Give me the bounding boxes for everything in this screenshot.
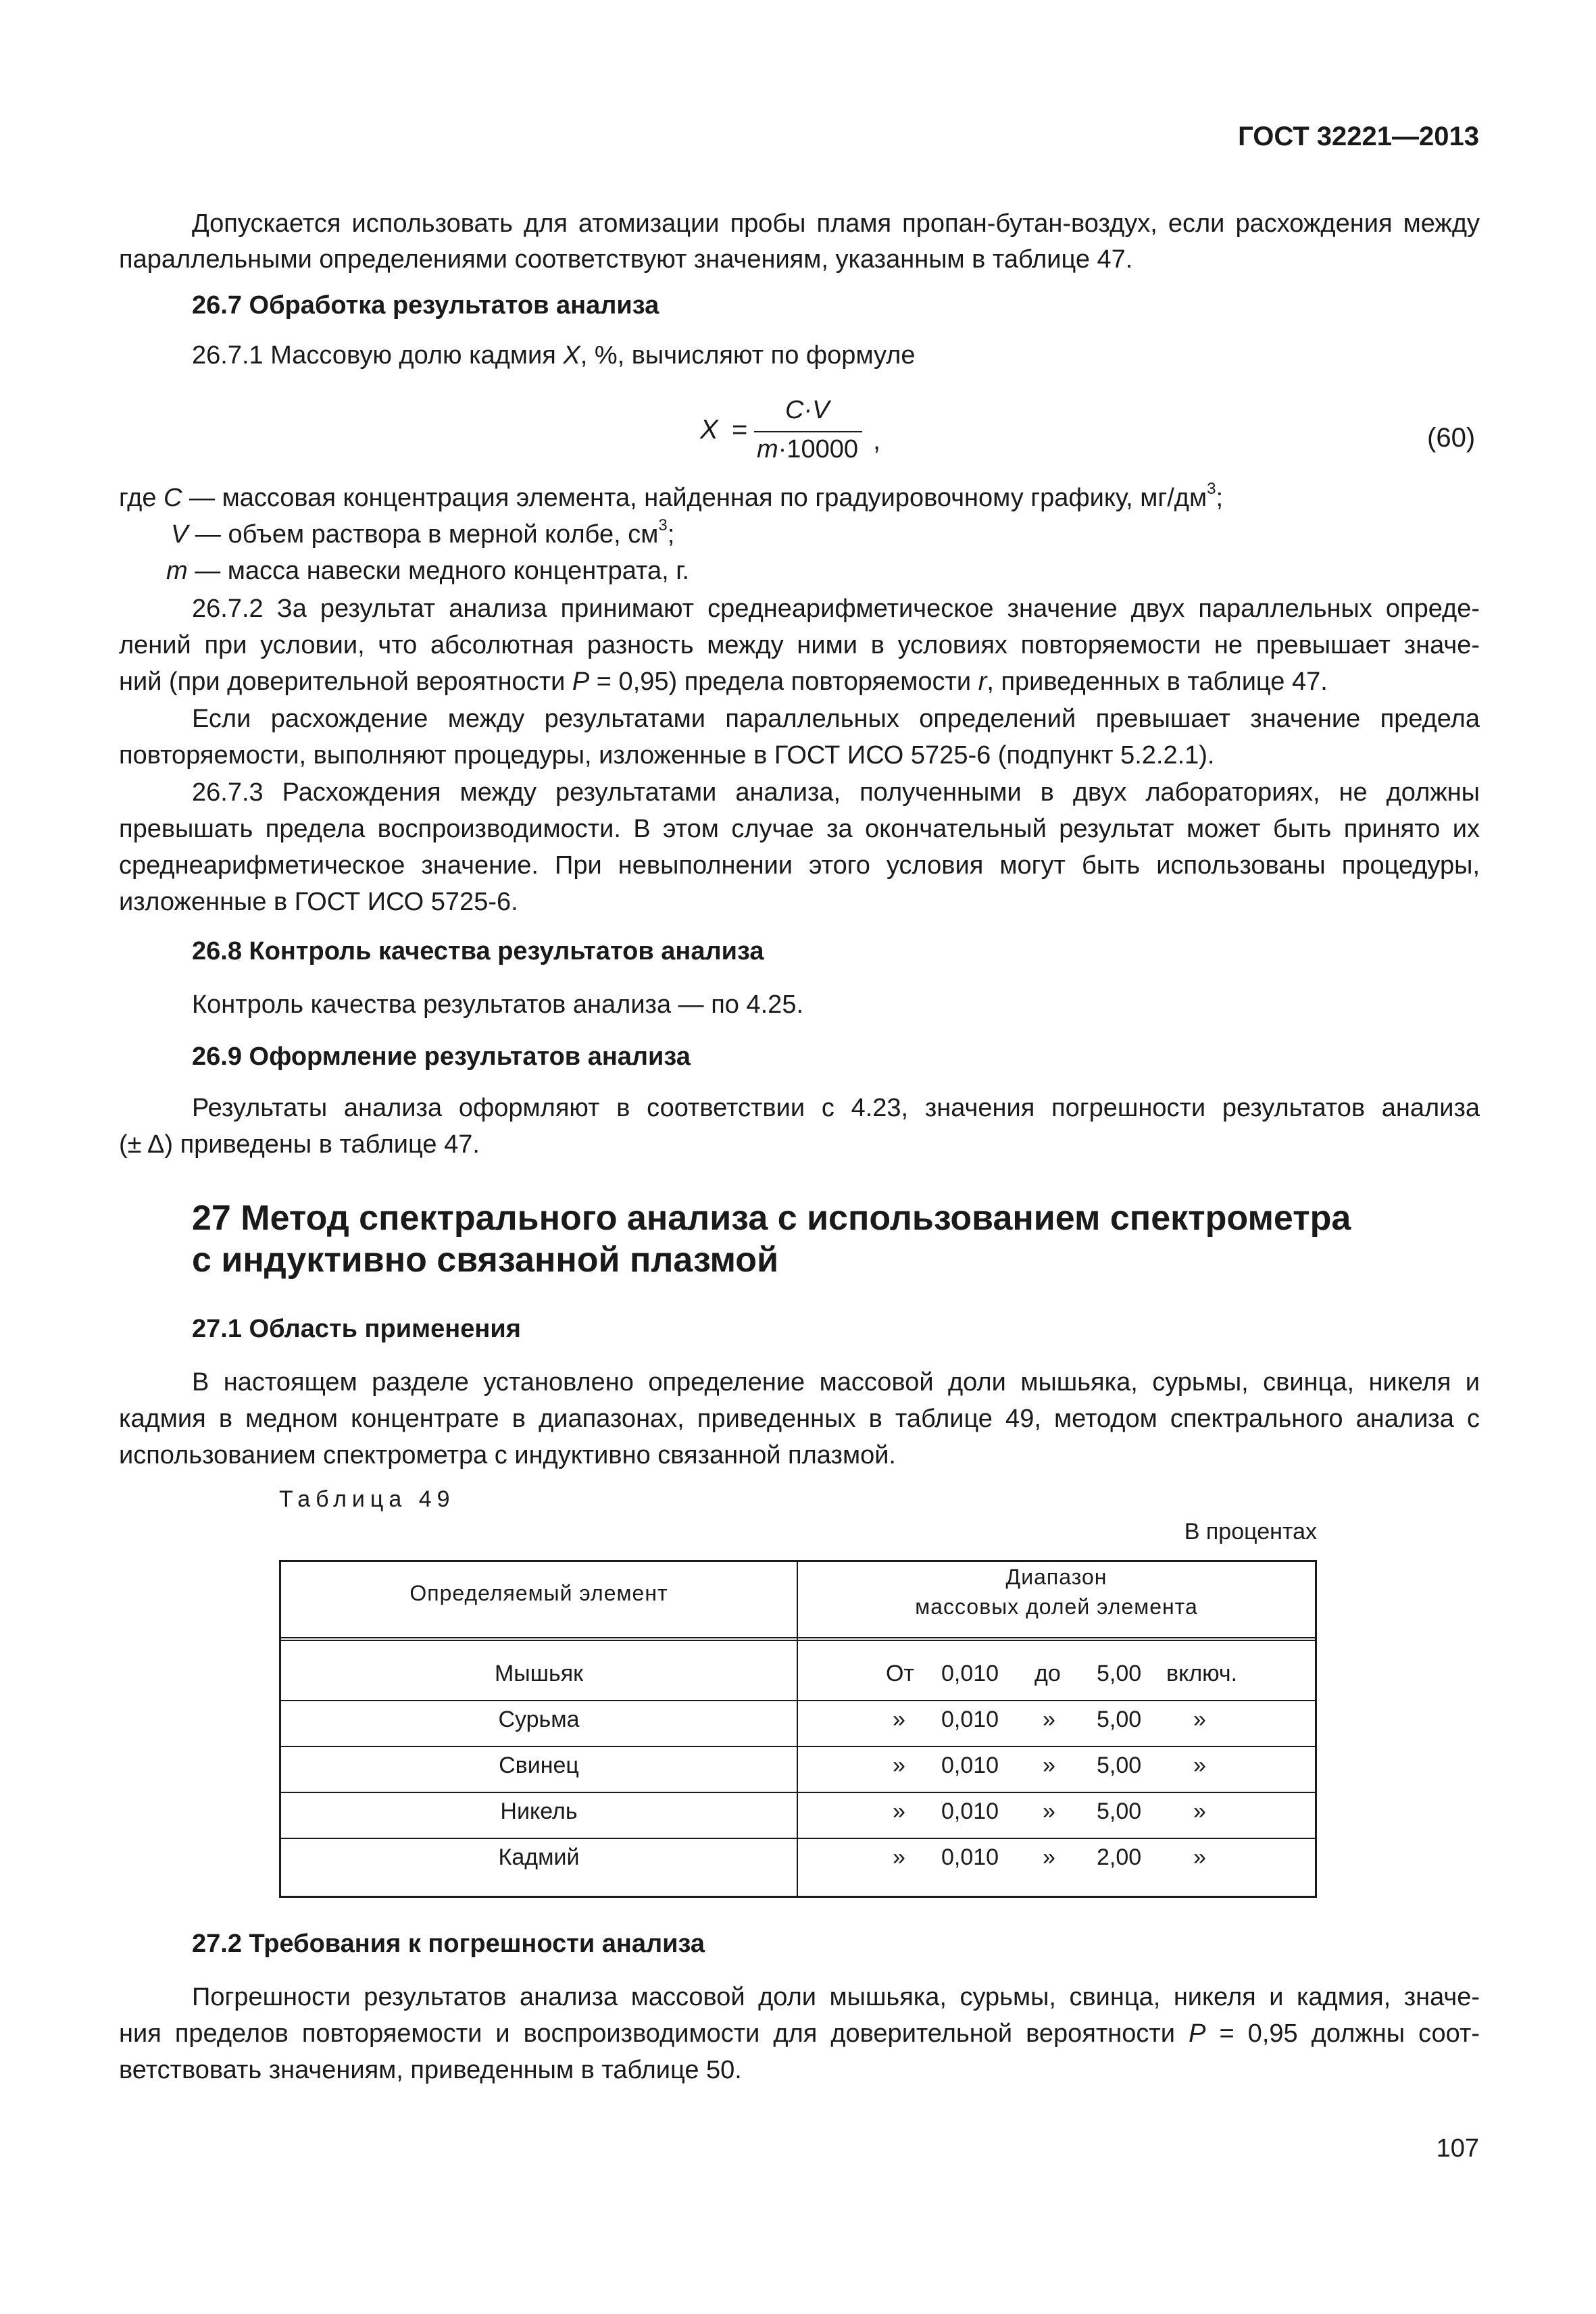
table-49-caption: Таблица 49 [279, 1486, 455, 1512]
section-27-2-line-1: Погрешности результатов анализа массовой доли мышьяка, сурьмы, свинца, никеля и кадмия, значе- [192, 1983, 1480, 2011]
table-header-divider [281, 1637, 1315, 1641]
row-element: Никель [500, 1799, 578, 1824]
where-item-m: m — масса навески медного концентрата, г. [166, 557, 690, 585]
section-27-1-line-1: В настоящем разделе установлено определение массовой доли мышьяка, сурьмы, свинца, никеля и [192, 1368, 1480, 1397]
row-element: Свинец [499, 1753, 579, 1778]
section-27-2-line-3: ветствовать значениям, приведенным в таблице 50. [119, 2056, 742, 2084]
paragraph-26-7-1: 26.7.1 Массовую долю кадмия X, %, вычисляют по формуле [192, 341, 916, 370]
table-header-range-line-1: Диапазон [1005, 1565, 1107, 1589]
document-code: ГОСТ 32221—2013 [1238, 122, 1479, 151]
paragraph-divergence-line-2: повторяемости, выполняют процедуры, изложенные в ГОСТ ИСО 5725-6 (подпункт 5.2.2.1). [119, 741, 1215, 770]
table-header-range-line-2: массовых долей элемента [915, 1594, 1198, 1619]
table-header-element: Определяемый элемент [409, 1581, 668, 1605]
section-27-1-title: 27.1 Область применения [192, 1315, 521, 1343]
paragraph-26-7-2-line-1: 26.7.2 За результат анализа принимают среднеарифметическое значение двух параллельных опреде- [192, 595, 1480, 623]
paragraph-26-7-3-line-1: 26.7.3 Расхождения между результатами анализа, полученными в двух лабораториях, не должны [192, 778, 1480, 807]
section-27-2-line-2: ния пределов повторяемости и воспроизводимости для доверительной вероятности P = 0,95 должны соот- [119, 2019, 1480, 2048]
formula-denominator: m·10000 [757, 435, 858, 463]
section-26-8-title: 26.8 Контроль качества результатов анализа [192, 937, 764, 965]
section-26-9-title: 26.9 Оформление результатов анализа [192, 1042, 691, 1071]
paragraph-26-7-2-line-3: ний (при доверительной вероятности P = 0,95) предела повторяемости r, приведенных в таблице 47. [119, 668, 1328, 696]
formula-numerator: C·V [785, 396, 830, 424]
section-27-1-line-2: кадмия в медном концентрате в диапазонах, приведенных в таблице 49, методом спектрального анализа с [119, 1405, 1480, 1433]
paragraph-26-7-3-line-4: изложенные в ГОСТ ИСО 5725-6. [119, 888, 518, 916]
section-26-9-line-1: Результаты анализа оформляют в соответствии с 4.23, значения погрешности результатов анализа [192, 1094, 1480, 1122]
intro-line-1: Допускается использовать для атомизации пробы пламя пропан-бутан-воздух, если расхождения между [192, 209, 1480, 238]
section-26-9-line-2: (± Δ) приведены в таблице 47. [119, 1130, 480, 1159]
page-number: 107 [1436, 2134, 1479, 2163]
section-27-1-line-3: использованием спектрометра с индуктивно связанной плазмой. [119, 1441, 896, 1469]
where-item-v: V — объем раствора в мерной колбе, $см^3$; [171, 516, 675, 549]
section-27-title-line-2: с индуктивно связанной плазмой [192, 1240, 779, 1280]
paragraph-26-7-3-line-3: среднеарифметическое значение. При невыполнении этого условия могут быть использованы процедуры, [119, 851, 1480, 880]
formula-60: X = C·V m·10000 , (60) [700, 396, 1476, 463]
fraction-line [754, 431, 862, 432]
section-27-2-title: 27.2 Требования к погрешности анализа [192, 1930, 705, 1958]
section-27-title-line-1: 27 Метод спектрального анализа с использованием спектрометра [192, 1199, 1351, 1238]
where-item-c: где C — массовая концентрация элемента, найденная по градуировочному графику, $мг/дм^3$; [119, 480, 1223, 512]
paragraph-26-7-3-line-2: превышать предела воспроизводимости. В этом случае за окончательный результат может быть принято их [119, 815, 1480, 843]
table-49-units: В процентах [1184, 1519, 1317, 1544]
row-element: Кадмий [498, 1844, 580, 1870]
section-26-7-title: 26.7 Обработка результатов анализа [192, 291, 659, 320]
row-element: Мышьяк [494, 1661, 584, 1686]
paragraph-divergence-line-1: Если расхождение между результатами параллельных определений превышает значение предела [192, 705, 1480, 733]
paragraph-26-7-2-line-2: лений при условии, что абсолютная разность между ними в условиях повторяемости не превышает значе- [119, 631, 1480, 659]
row-element: Сурьма [498, 1707, 580, 1732]
table-49: Определяемый элемент Диапазон массовых долей элемента Мышьяк От 0,010 до 5,00 включ. Сурьма » 0,010 » 5,00 » Свинец » 0,010 » 5,00 » Никель » 0,010 » 5,00 » Кадмий » 0,010 » 2,00 » [279, 1560, 1317, 1898]
formula-number: (60) [1427, 423, 1476, 453]
intro-line-2: параллельными определениями соответствуют значениям, указанным в таблице 47. [119, 245, 1133, 274]
section-26-8-text: Контроль качества результатов анализа — по 4.25. [192, 990, 804, 1019]
